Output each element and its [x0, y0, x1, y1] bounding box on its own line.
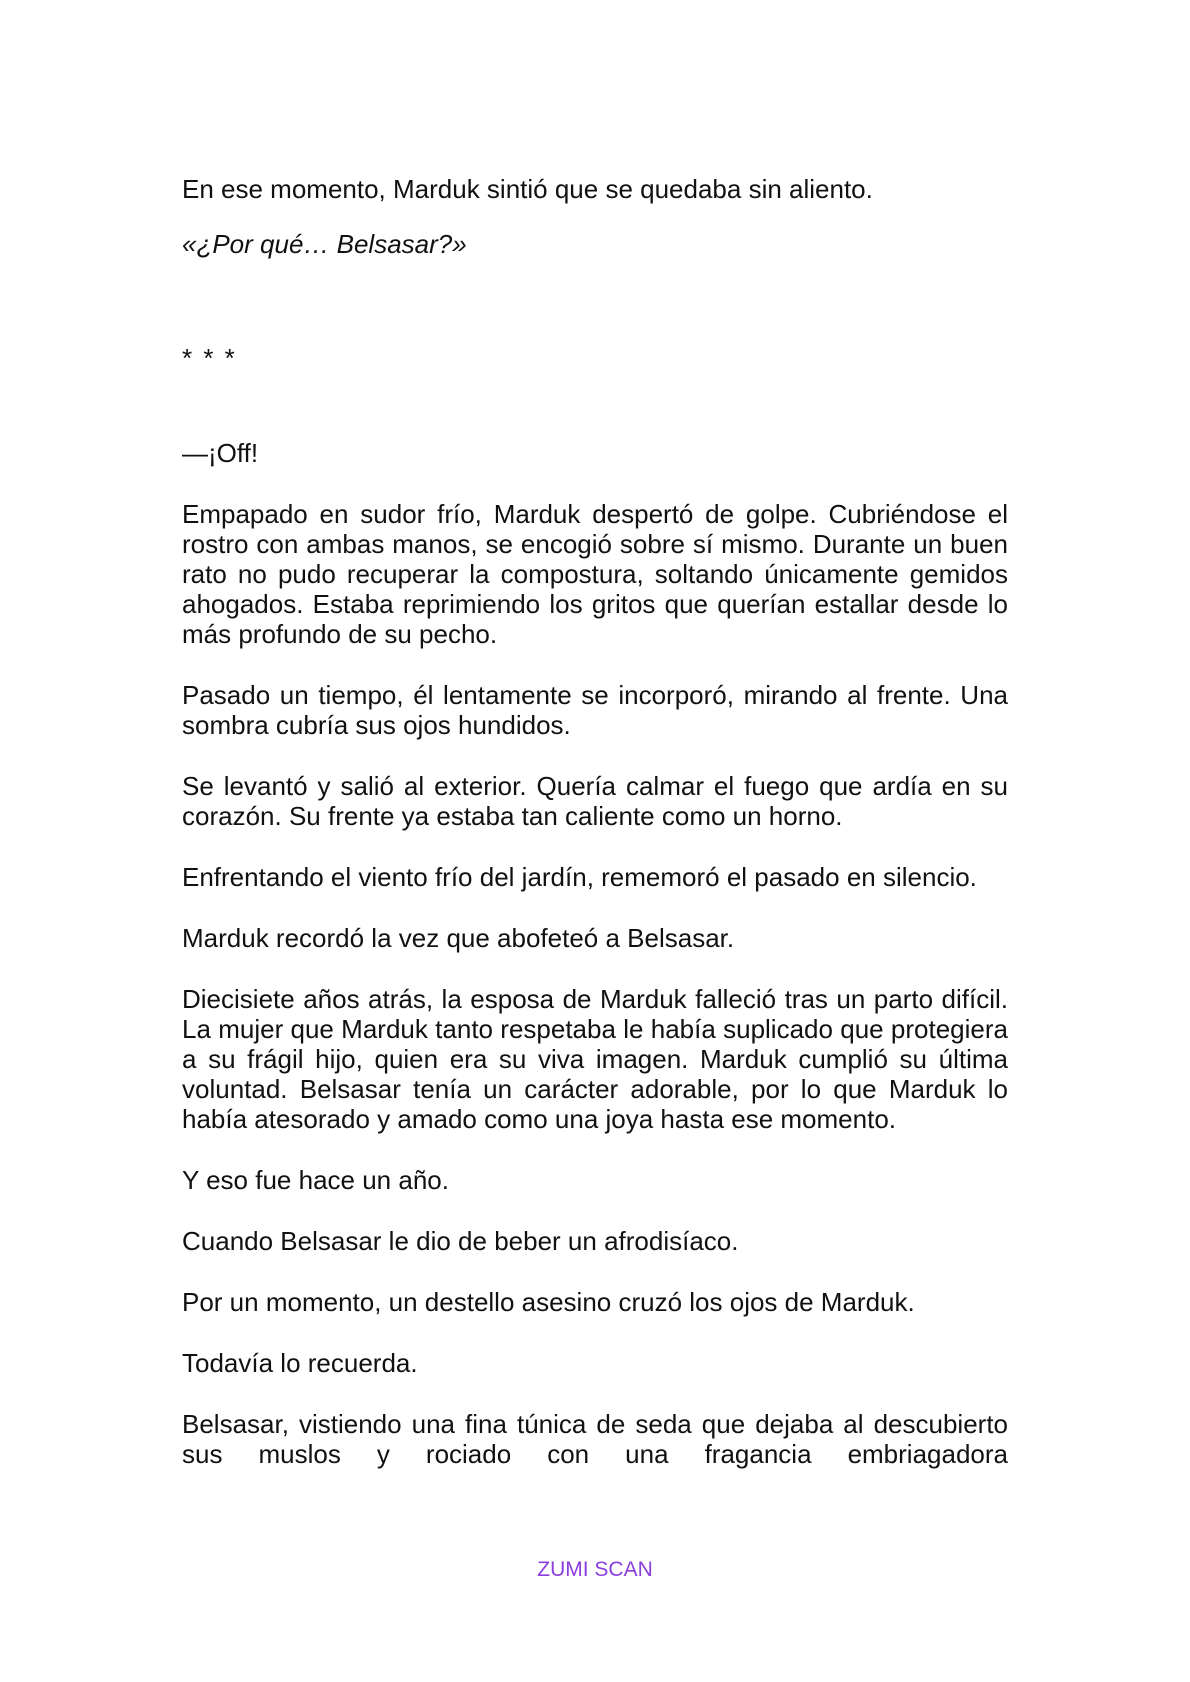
page-text-block	[182, 174, 1008, 1469]
paragraph-one-year-ago: Y eso fue hace un año.	[182, 1165, 449, 1195]
scene-break-stars: * * *	[182, 343, 237, 373]
paragraph-murderous-glint: Por un momento, un destello asesino cruzó los ojos de Marduk.	[182, 1287, 915, 1317]
paragraph-silk-tunic: Belsasar, vistiendo una fina túnica de seda que dejaba al descubierto sus muslos y rociado con una fragancia embriagadora	[182, 1409, 1008, 1469]
paragraph-aphrodisiac: Cuando Belsasar le dio de beber un afrodisíaco.	[182, 1226, 739, 1256]
paragraph-seventeen-years: Diecisiete años atrás, la esposa de Marduk falleció tras un parto difícil. La mujer que Marduk tanto respetaba le había suplicado que protegiera a su frágil hijo, quien era su viva imagen. Marduk cumplió su última voluntad. Belsasar tenía un carácter adorable, por lo que Marduk lo había atesorado y amado como una joya hasta ese momento.	[182, 984, 1008, 1134]
paragraph-still-remembers: Todavía lo recuerda.	[182, 1348, 418, 1378]
scanlation-credit: ZUMI SCAN	[537, 1558, 653, 1581]
italic-thought-quote: «¿Por qué… Belsasar?»	[182, 229, 467, 259]
paragraph-cold-sweat: Empapado en sudor frío, Marduk despertó de golpe. Cubriéndose el rostro con ambas manos, se encogió sobre sí mismo. Durante un buen rato no pudo recuperar la compostura, soltando únicamente gemidos ahogados. Estaba reprimiendo los gritos que querían estallar desde lo más profundo de su pecho.	[182, 499, 1008, 649]
paragraph-went-outside: Se levantó y salió al exterior. Quería calmar el fuego que ardía en su corazón. Su frente ya estaba tan caliente como un horno.	[182, 771, 1008, 831]
paragraph-exclamation: —¡Off!	[182, 438, 259, 468]
paragraph-cold-wind: Enfrentando el viento frío del jardín, rememoró el pasado en silencio.	[182, 862, 977, 892]
paragraph-remembered-slap: Marduk recordó la vez que abofeteó a Belsasar.	[182, 923, 735, 953]
paragraph-breathless: En ese momento, Marduk sintió que se quedaba sin aliento.	[182, 174, 873, 204]
paragraph-sat-up: Pasado un tiempo, él lentamente se incorporó, mirando al frente. Una sombra cubría sus ojos hundidos.	[182, 680, 1008, 740]
